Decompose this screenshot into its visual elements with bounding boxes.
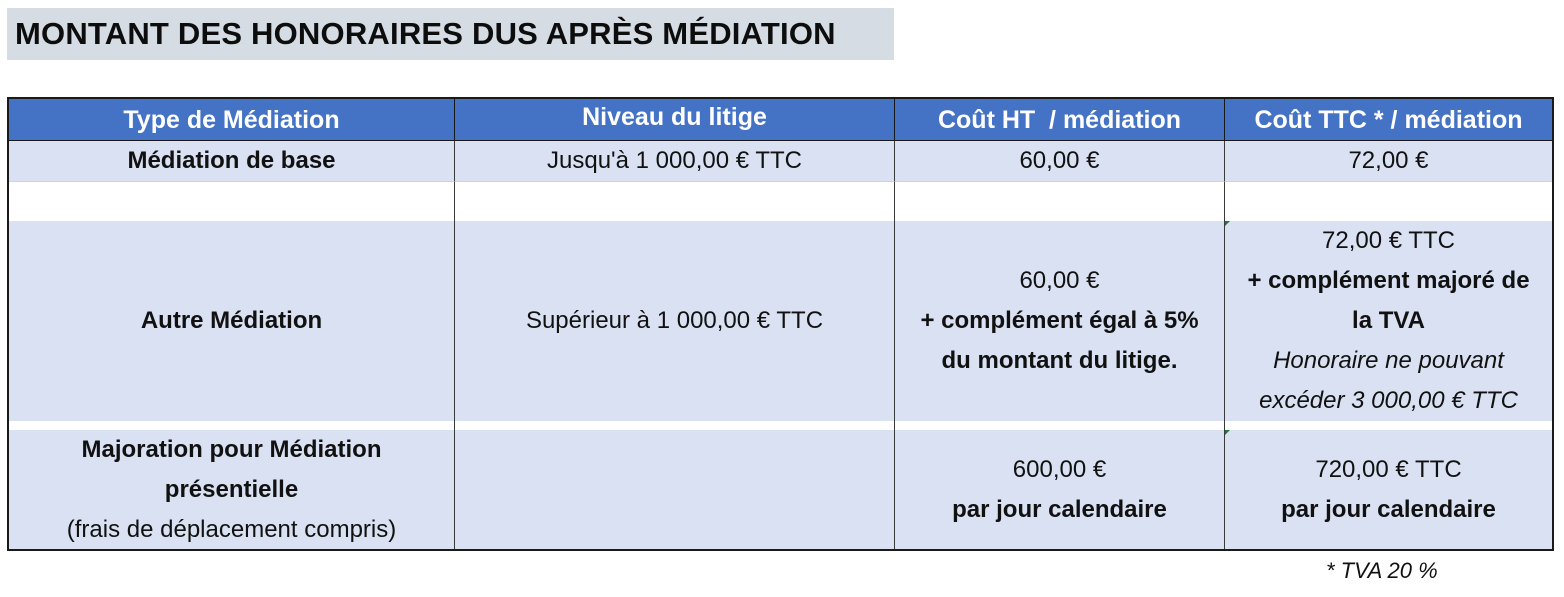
spacer-cell (1225, 182, 1552, 221)
row-majoration-cout-ttc-unit: par jour calendaire (1281, 495, 1496, 523)
row-majoration-cout-ht-amount: 600,00 € (1012, 455, 1107, 483)
row-majoration-cout-ht-unit: par jour calendaire (952, 495, 1167, 523)
row-majoration-cout-ttc (1225, 430, 1552, 549)
cell-marker-icon (1225, 221, 1230, 226)
separator-cell (455, 421, 895, 430)
row-autre-cout-ttc-complement-1: + complément majoré de (1247, 267, 1530, 294)
cell-marker-icon (1225, 430, 1230, 435)
row-base-type (9, 141, 455, 182)
row-base-cout-ht (895, 141, 1225, 182)
row-autre-cout-ht-complement-2: du montant du litige. (941, 347, 1178, 374)
header-cout-ttc (1225, 99, 1552, 141)
separator-cell (895, 421, 1225, 430)
row-majoration-cout-ttc-amount: 720,00 € TTC (1315, 455, 1462, 483)
row-autre-cout-ht (895, 221, 1225, 421)
header-type-label: Type de Médiation (123, 105, 340, 134)
row-autre-cout-ttc-note-2: excéder 3 000,00 € TTC (1259, 387, 1518, 414)
row-majoration-type-line-1: Majoration pour Médiation (81, 435, 382, 463)
row-majoration-cout-ht (895, 430, 1225, 549)
row-autre-cout-ttc-note-1: Honoraire ne pouvant (1273, 347, 1504, 374)
row-majoration-type-line-3: (frais de déplacement compris) (66, 515, 397, 543)
row-base-cout-ttc (1225, 141, 1552, 182)
row-majoration-type-line-2: présentielle (164, 475, 299, 503)
header-niveau (455, 99, 895, 141)
header-cout-ttc-label: Coût TTC * / médiation (1254, 105, 1523, 134)
row-base-niveau-text: Jusqu'à 1 000,00 € TTC (547, 147, 802, 174)
row-autre-type (9, 221, 455, 421)
row-base-type-text: Médiation de base (127, 147, 336, 174)
row-autre-niveau-text: Supérieur à 1 000,00 € TTC (525, 307, 824, 334)
row-majoration-niveau (455, 430, 895, 549)
separator-cell (1225, 421, 1552, 430)
row-base-niveau (455, 141, 895, 182)
row-autre-cout-ttc-amount: 72,00 € TTC (1322, 227, 1455, 254)
title-bar (7, 8, 894, 60)
header-type (9, 99, 455, 141)
row-autre-cout-ttc (1225, 221, 1552, 421)
row-majoration-type (9, 430, 455, 549)
row-autre-cout-ht-amount: 60,00 € (1019, 267, 1100, 294)
footnote: * TVA 20 % (1326, 558, 1438, 583)
row-autre-cout-ht-complement-1: + complément égal à 5% (920, 307, 1199, 334)
fees-table (7, 97, 1554, 551)
header-cout-ht (895, 99, 1225, 141)
header-cout-ht-label: Coût HT / médiation (937, 105, 1182, 134)
row-base-cout-ht-text: 60,00 € (1019, 147, 1100, 174)
row-autre-niveau (455, 221, 895, 421)
header-niveau-label: Niveau du litige (582, 102, 767, 131)
spacer-cell (895, 182, 1225, 221)
row-autre-type-text: Autre Médiation (140, 307, 323, 334)
row-autre-cout-ttc-complement-2: la TVA (1352, 307, 1425, 334)
row-base-cout-ttc-text: 72,00 € (1348, 147, 1429, 174)
page-title: MONTANT DES HONORAIRES DUS APRÈS MÉDIATION (15, 16, 836, 51)
spacer-cell (455, 182, 895, 221)
spacer-cell (9, 182, 455, 221)
